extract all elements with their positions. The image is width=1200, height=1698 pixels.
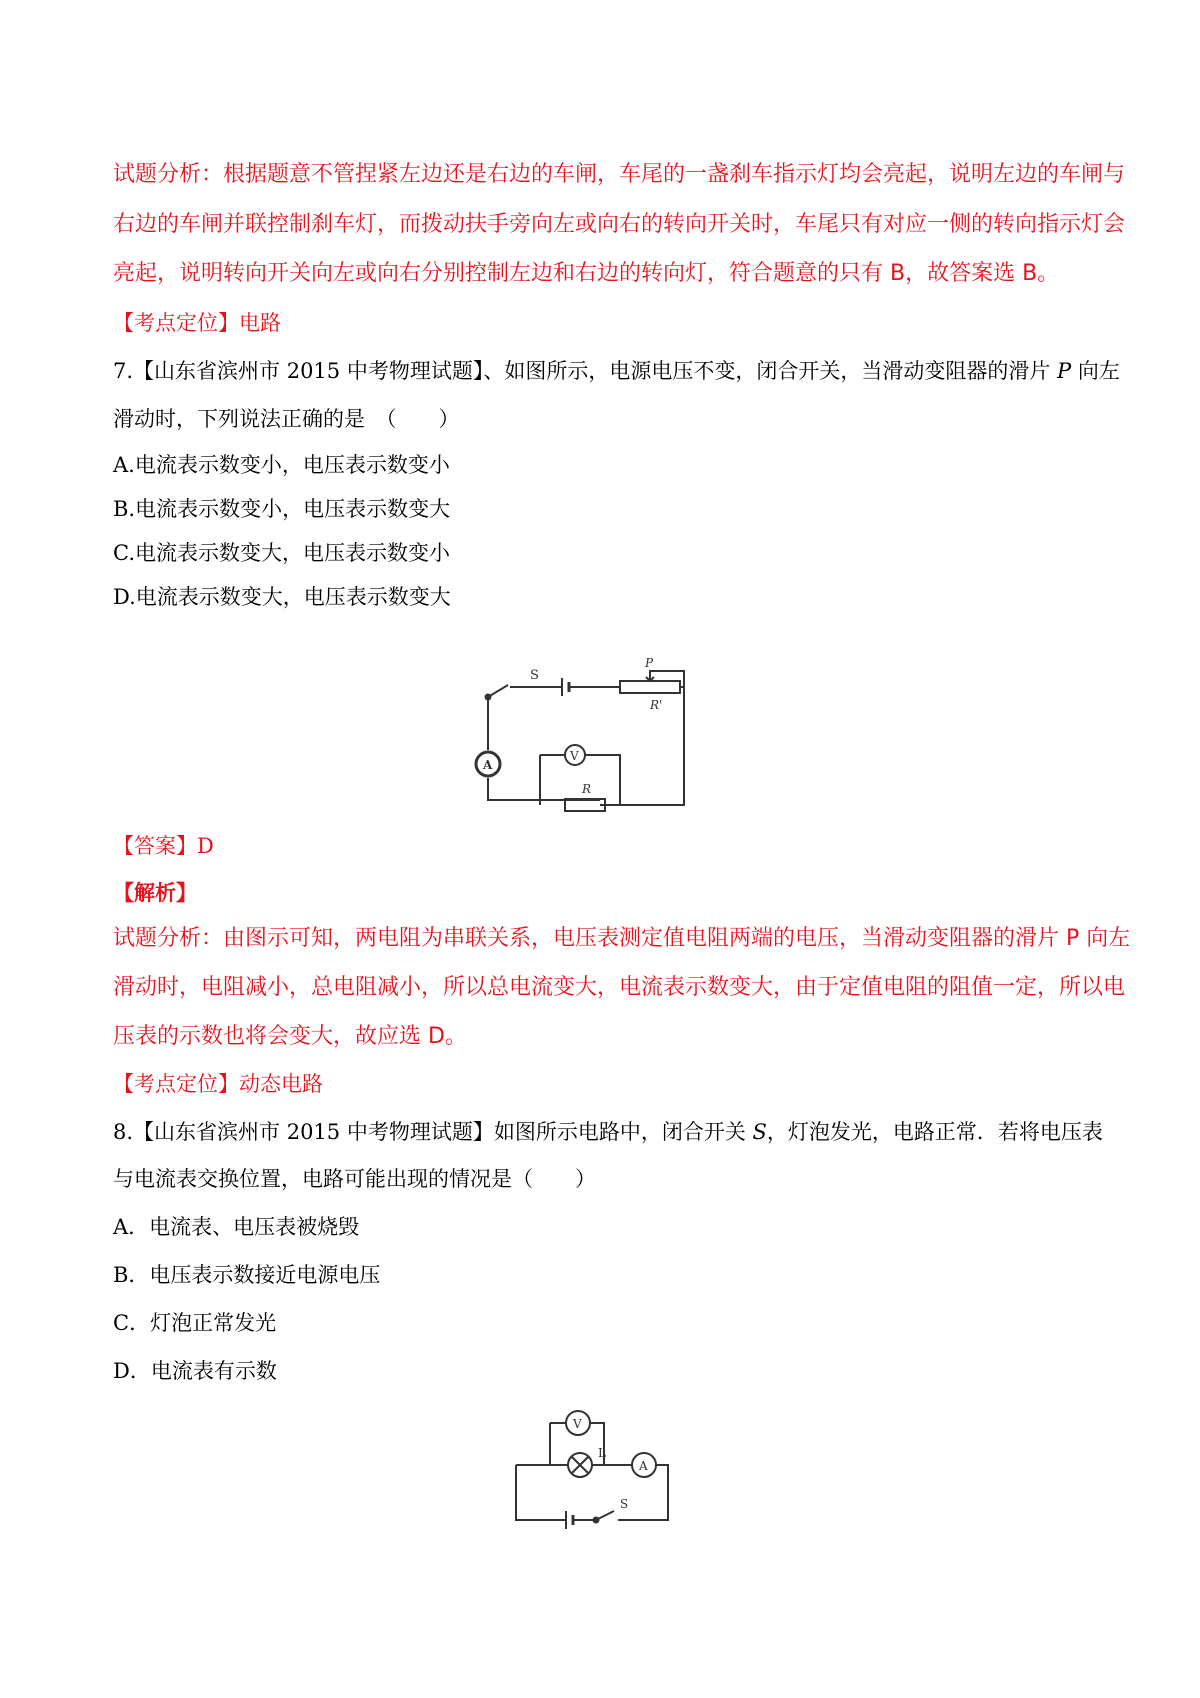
option-a: A．电流表、电压表被烧毁 — [113, 1215, 360, 1239]
answer-line — [113, 831, 214, 861]
question-8-stem-2: 与电流表交换位置，电路可能出现的情况是（ ） — [113, 1167, 596, 1191]
option-b: B.电流表示数变小，电压表示数变大 — [113, 497, 451, 521]
question-text: ，灯泡发光，电路正常．若将电压表 — [766, 1120, 1103, 1144]
switch-label: S — [620, 1497, 629, 1511]
question-8-stem — [113, 1117, 1103, 1147]
kaodian-value: 电路 — [239, 311, 281, 335]
analysis-line: 压表的示数也将会变大，故应选 D。 — [113, 1024, 467, 1049]
variable-s: S — [752, 1120, 767, 1144]
question-text: 向左 — [1071, 359, 1120, 383]
rheostat-label: R' — [650, 698, 663, 712]
jiexi-tag: 【解析】 — [113, 880, 197, 905]
kaodian-tag: 【考点定位】 — [113, 1072, 239, 1096]
voltmeter-label: V — [570, 749, 579, 763]
answer-tag: 【答案】 — [113, 834, 197, 858]
circuit-diagram-7 — [470, 645, 710, 815]
analysis-line: 试题分析：根据题意不管捏紧左边还是右边的车闸，车尾的一盏刹车指示灯均会亮起，说明左边的车闸与 — [113, 162, 1126, 187]
question-7-stem — [113, 356, 1120, 386]
analysis-line: 试题分析：由图示可知，两电阻为串联关系，电压表测定值电阻两端的电压，当滑动变阻器的滑片 P 向左 — [113, 926, 1131, 951]
analysis-line: 亮起，说明转向开关向左或向右分别控制左边和右边的转向灯，符合题意的只有 B，故答案选 B。 — [113, 261, 1060, 286]
ammeter-label: A — [483, 758, 493, 772]
switch-label: S — [530, 668, 539, 683]
ammeter-label: A — [639, 1459, 648, 1473]
question-7-stem-2: 滑动时，下列说法正确的是 （ ） — [113, 407, 460, 431]
kaodian-line — [113, 1069, 323, 1099]
option-b: B．电压表示数接近电源电压 — [113, 1263, 381, 1287]
voltmeter-label: V — [573, 1417, 582, 1431]
lamp-label: L — [598, 1446, 606, 1460]
jiexi-line — [113, 878, 197, 908]
analysis-line: 右边的车闸并联控制刹车灯，而拨动扶手旁向左或向右的转向开关时，车尾只有对应一侧的转向指示灯会 — [113, 212, 1126, 237]
option-d: D.电流表示数变大，电压表示数变大 — [113, 585, 451, 609]
circuit-diagram-8 — [508, 1405, 683, 1535]
slider-label: P — [645, 656, 654, 670]
answer-value: D — [197, 834, 214, 858]
kaodian-value: 动态电路 — [239, 1072, 323, 1096]
option-d: D．电流表有示数 — [113, 1359, 277, 1383]
option-a: A.电流表示数变小，电压表示数变小 — [113, 453, 450, 477]
variable-p: P — [1057, 359, 1072, 383]
analysis-line: 滑动时，电阻减小，总电阻减小，所以总电流变大，电流表示数变大，由于定值电阻的阻值一定，所以电 — [113, 975, 1126, 1000]
option-c: C．灯泡正常发光 — [113, 1311, 277, 1335]
kaodian-tag: 【考点定位】 — [113, 311, 239, 335]
question-text: 7.【山东省滨州市 2015 中考物理试题】、如图所示，电源电压不变，闭合开关，当滑动变阻器的滑片 — [113, 359, 1058, 383]
kaodian-line — [113, 308, 281, 338]
question-text: 8.【山东省滨州市 2015 中考物理试题】如图所示电路中，闭合开关 — [113, 1120, 753, 1144]
resistor-label: R — [582, 782, 592, 796]
option-c: C.电流表示数变大，电压表示数变小 — [113, 541, 450, 565]
